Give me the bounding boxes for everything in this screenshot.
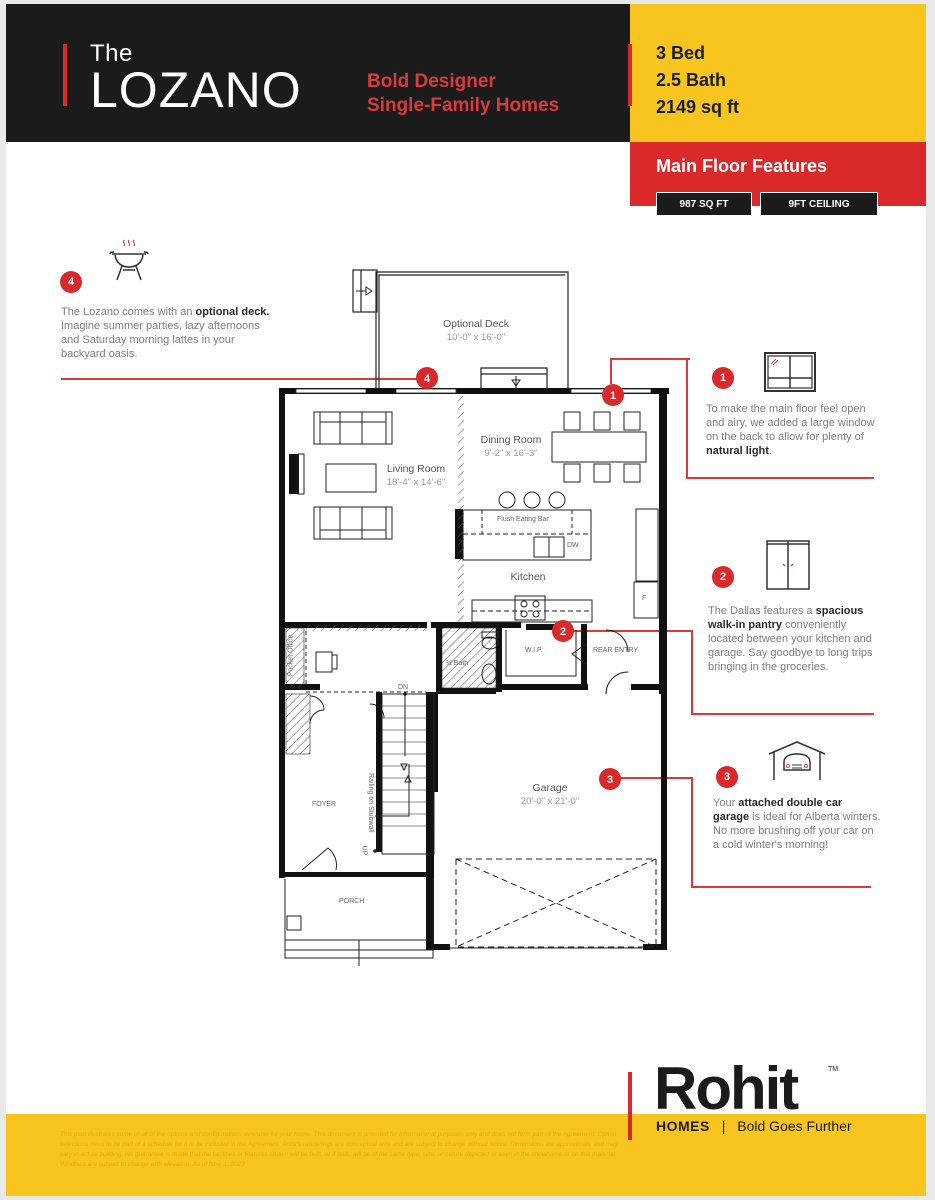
logo-accent-bar <box>628 1072 632 1140</box>
room-label-garage: Garage <box>532 782 568 794</box>
floorplan-page <box>6 4 926 1196</box>
callout-badge-2: 2 <box>712 566 734 588</box>
eating-bar-label: Flush Eating Bar <box>497 516 549 523</box>
room-label-living: Living Room <box>386 463 446 475</box>
callout-text-4: The Lozano comes with an optional deck. Imagine summer parties, lazy afternoons and Saturday morning lattes in your backyard oasis. <box>61 306 270 360</box>
stat-bedrooms: 3 Bed <box>656 43 706 63</box>
railing-label: Railing on Stubwall <box>367 773 374 833</box>
chip-ceiling-height: 9FT CEILING <box>760 192 878 216</box>
rear-entry-label: REAR ENTRY <box>593 647 638 654</box>
stairs-down-label: DN <box>398 684 409 691</box>
title-prefix: The <box>90 40 133 67</box>
stat-square-feet: 2149 sq ft <box>656 97 740 117</box>
chip-floor-area: 987 SQ FT <box>656 192 752 216</box>
tagline-line2: Single-Family Homes <box>367 95 560 116</box>
callout-badge-4: 4 <box>60 271 82 293</box>
room-label-deck: Optional Deck <box>443 318 509 330</box>
room-dims-living: 18'-4" x 14'-6" <box>386 477 446 488</box>
callout-text-3: Your attached double car garage is ideal for Alberta winters. No more brushing off your car on a cold winter's morning! <box>713 797 881 851</box>
brand-logo: Rohit <box>654 1055 798 1122</box>
room-dims-dining: 9'-2" x 16'-3" <box>484 448 538 459</box>
room-label-dining: Dining Room <box>480 434 542 446</box>
slogan-separator: | <box>721 1118 726 1134</box>
fridge-label: F <box>642 595 647 602</box>
svg-text:2: 2 <box>559 626 567 638</box>
stairs-up-label: UP <box>360 845 368 856</box>
foyer-label: FOYER <box>312 801 337 808</box>
svg-text:1: 1 <box>609 390 617 402</box>
svg-text:3: 3 <box>606 774 614 786</box>
brand-homes: HOMES <box>656 1118 710 1134</box>
callout-badge-3: 3 <box>716 766 738 788</box>
room-dims-deck: 10'-0" x 16'-0" <box>446 332 506 343</box>
features-title: Main Floor Features <box>656 156 828 176</box>
tagline-line1: Bold Designer <box>367 71 496 92</box>
floor-plan-drawing <box>6 4 926 1004</box>
legal-disclaimer: This plan illustrates some or all of the options and configurations available for your home. This document is provided for informational purposes only and does not form part of the Agreement. Option selections need to be part of a schedule for it to be included in the Agreement. Artist's renderings are conceptual only and are subject to change without notice. Dimensions are approximate and may vary in actual building. No guarantee is made that the facilities or features shown will be built, or if built, will be of the same type, size, or nature depicted or seen in the showhome or on this material. Windows are subject to change with elevation. As of Nov. 1, 2023 <box>60 1131 618 1168</box>
half-bath-label: ½ Bath <box>446 660 469 667</box>
callout-text-1: To make the main floor feel open and airy, we added a large window on the back to allow for plenty of natural light. <box>706 403 875 457</box>
stat-bathrooms: 2.5 Bath <box>656 70 727 90</box>
porch-label: PORCH <box>339 898 365 905</box>
brand-slogan: Bold Goes Further <box>737 1118 852 1134</box>
pocket-office-label: Pocket Office <box>287 634 295 677</box>
dishwasher-label: DW <box>567 542 579 549</box>
trademark-mark: TM <box>828 1066 839 1073</box>
room-label-kitchen: Kitchen <box>510 571 546 583</box>
room-dims-garage: 20'-0" x 21'-0" <box>520 796 580 807</box>
svg-text:4: 4 <box>423 373 431 385</box>
model-name: LOZANO <box>90 62 302 118</box>
wip-label: W.I.P. <box>525 647 543 654</box>
brand-slogan-row <box>656 1118 852 1134</box>
callout-badge-1: 1 <box>712 367 734 389</box>
callout-text-2: The Dallas features a spacious walk-in pantry conveniently located between your kitchen and garage. Say goodbye to long trips bringing in the groceries. <box>708 605 873 673</box>
